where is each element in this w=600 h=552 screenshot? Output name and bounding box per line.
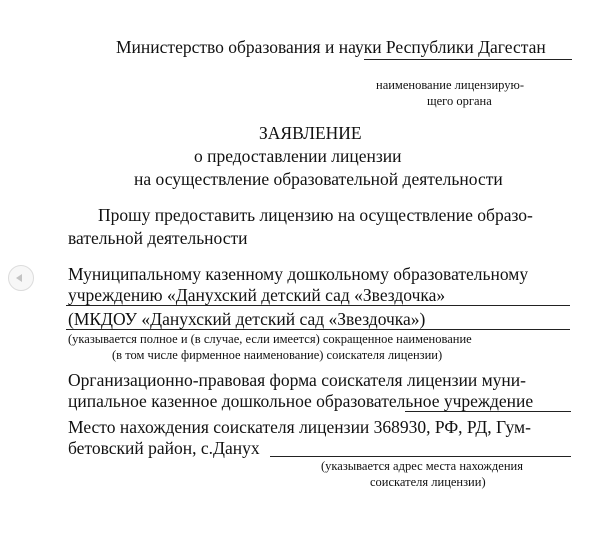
- ministry-underline: [364, 59, 572, 60]
- document-title: ЗАЯВЛЕНИЕ: [259, 123, 362, 143]
- document-subtitle-line-1: о предоставлении лицензии: [194, 146, 402, 166]
- applicant-name-underline: [66, 305, 570, 306]
- location-underline: [270, 456, 571, 457]
- request-line-1: Прошу предоставить лицензию на осуществление образо-: [98, 205, 533, 225]
- applicant-name-line-2: учреждению «Данухский детский сад «Звездочка»: [68, 285, 446, 305]
- previous-page-button[interactable]: [8, 265, 34, 291]
- applicant-name-caption-1: (указывается полное и (в случае, если имеется) сокращенное наименование: [68, 332, 472, 346]
- legal-form-line-1: Организационно-правовая форма соискателя лицензии муни-: [68, 370, 526, 390]
- applicant-name-caption-2: (в том числе фирменное наименование) соискателя лицензии): [112, 348, 443, 362]
- location-line-1: Место нахождения соискателя лицензии 368930, РФ, РД, Гум-: [68, 417, 531, 437]
- location-line-2: бетовский район, с.Данух: [68, 438, 260, 458]
- applicant-short-name-underline: [66, 329, 570, 330]
- request-line-2: вательной деятельности: [68, 228, 248, 248]
- legal-form-underline: [405, 411, 571, 412]
- organ-caption-line-1: наименование лицензирую-: [376, 78, 524, 92]
- legal-form-line-2: ципальное казенное дошкольное образовательное учреждение: [68, 391, 534, 411]
- document-subtitle-line-2: на осуществление образовательной деятельности: [134, 169, 503, 189]
- location-caption-2: соискателя лицензии): [370, 475, 486, 489]
- applicant-short-name: (МКДОУ «Данухский детский сад «Звездочка»): [68, 309, 426, 329]
- applicant-name-line-1: Муниципальному казенному дошкольному образовательному: [68, 264, 529, 284]
- organ-caption-line-2: щего органа: [427, 94, 492, 108]
- ministry-name: Министерство образования и науки Республики Дагестан: [116, 37, 546, 57]
- location-caption-1: (указывается адрес места нахождения: [321, 459, 523, 473]
